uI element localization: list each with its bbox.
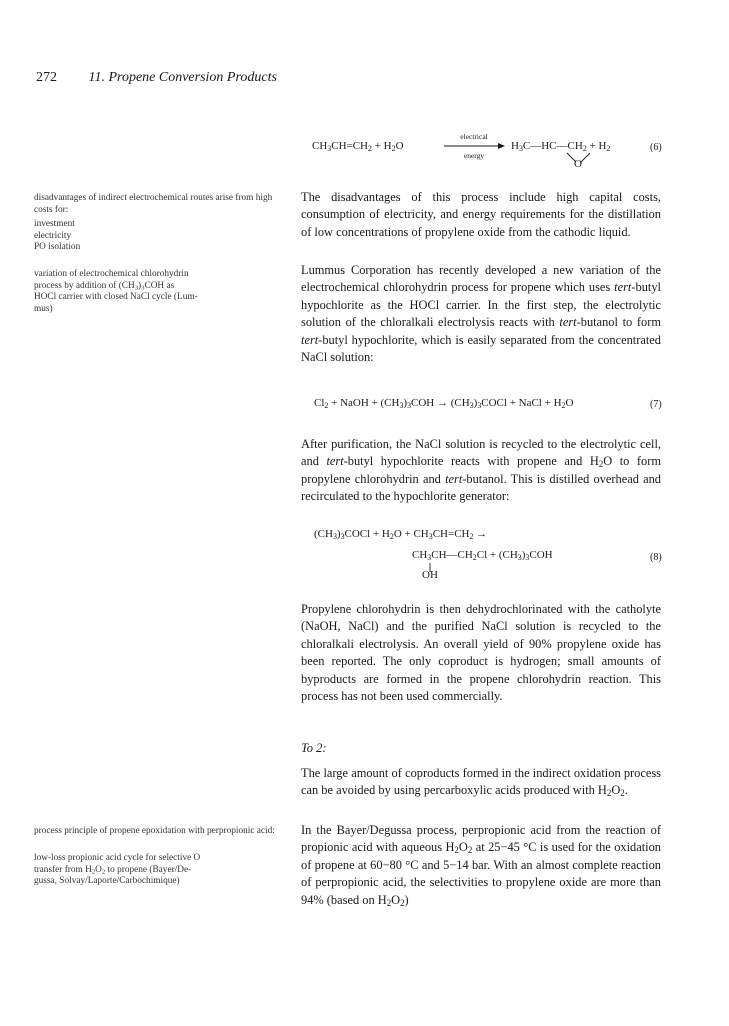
paragraph-purification: After purification, the NaCl solution is recycled to the electrolytic cell, and tert-butyl hypochlorite reacts with propene and $H_2O$ to form propylene chlorohydrin and tert-butanol. This is distilled overhead and recirculated to the hypochlorite generator: bbox=[301, 437, 661, 504]
equation-8-line1: $(CH_3)_3COCl + H_2O + CH_3CH=CH_2$ → bbox=[314, 528, 488, 541]
paragraph-disadvantages: The disadvantages of this process include high capital costs, consumption of electricity, and energy requirements for the distillation of low concentrations of propylene oxide from the cathodic liquid. bbox=[301, 190, 661, 239]
margin-note-item: investment bbox=[34, 219, 75, 230]
paragraph-lummus: Lummus Corporation has recently developed a new variation of the electrochemical chlorohydrin process for propene which uses tert-butyl hypochlorite as the HOCl carrier. In the first step, the electrolytic solution of the chloralkali electrolysis reacts with tert-butanol to form tert-butyl hypochlorite, which is easily separated from the concentrated NaCl solution: bbox=[301, 263, 661, 365]
page-number: 272 bbox=[36, 70, 57, 85]
reaction-arrow-icon bbox=[444, 142, 506, 150]
paragraph-dehydrochlorination: Propylene chlorohydrin is then dehydrochlorinated with the catholyte (NaOH, NaCl) and the purified NaCl solution is recycled to the chloralkali electrolysis. An overall yield of 90% propylene oxide has been reported. The only coproduct is hydrogen; small amounts of byproducts are formed in the propene chlorohydrin reaction. This process has not been used commercially. bbox=[301, 602, 661, 704]
epoxide-oxygen: O bbox=[574, 158, 582, 170]
margin-note-item: PO isolation bbox=[34, 242, 81, 253]
margin-note-item: electricity bbox=[34, 230, 72, 241]
margin-note-propionic-cycle: low-loss propionic acid cycle for selective O transfer from $H_2O_2$ to propene (Bayer/De- gussa, Solvay/Laporte/Carbochimique) bbox=[34, 853, 201, 887]
paragraph-bayer-degussa: In the Bayer/Degussa process, perpropionic acid from the reaction of propionic acid with aqueous $H_2O_2$ at 25−45 °C is used for the oxidation of propene at 60−80 °C and 5−14 bar. With an almost complete reaction of perpropionic acid, the selectivities to propylene oxide are more than 94% (based on $H_2O_2$) bbox=[301, 823, 661, 908]
margin-note-lummus: variation of electrochemical chlorohydrin process by addition of $(CH_3)_3COH$ as HOCl carrier with closed NaCl cycle (Lum- mus) bbox=[34, 269, 198, 314]
margin-note-disadvantages: disadvantages of indirect electrochemical routes arise from high costs for: investment electricity PO isolation bbox=[34, 193, 278, 254]
chapter-title: 11. Propene Conversion Products bbox=[88, 70, 277, 85]
equation-6-product: $H_3C—HC—CH_2 + H_2$ bbox=[511, 140, 611, 153]
equation-number-8: (8) bbox=[650, 552, 662, 563]
equation-number-6: (6) bbox=[650, 142, 662, 153]
equation-7: $Cl_2$ + NaOH + $(CH_3)_3COH$ → $(CH_3)_3COCl$ + NaCl + $H_2O$ bbox=[314, 397, 574, 410]
margin-note-epoxidation: process principle of propene epoxidation with perpropionic acid: bbox=[34, 826, 275, 836]
equation-number-7: (7) bbox=[650, 399, 662, 410]
arrow-label-bottom: energy bbox=[463, 151, 485, 160]
hydroxyl-group: OH bbox=[422, 569, 438, 581]
equation-6: $CH_3CH=CH_2 + H_2O$ bbox=[312, 140, 404, 153]
section-heading: To 2: bbox=[301, 741, 327, 755]
paragraph-percarboxylic: The large amount of coproducts formed in the indirect oxidation process can be avoided by using percarboxylic acids produced with $H_2O_2$. bbox=[301, 766, 661, 799]
page-header bbox=[36, 70, 277, 86]
equation-8-line2: $CH_3CH—CH_2Cl + (CH_3)_3COH$ bbox=[412, 549, 553, 562]
arrow-label-top: electrical bbox=[460, 132, 488, 141]
